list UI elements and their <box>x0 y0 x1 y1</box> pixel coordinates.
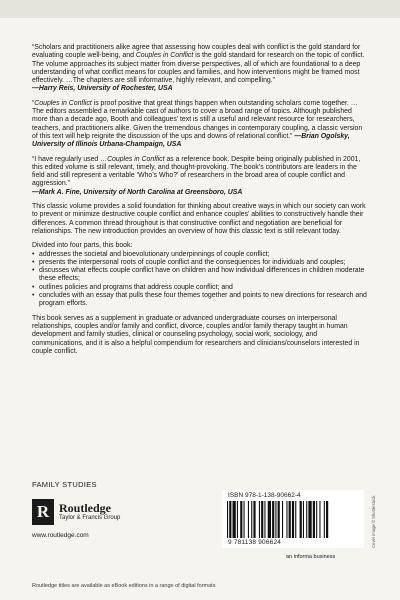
subject-category: FAMILY STUDIES <box>32 480 97 489</box>
parts-list <box>32 251 368 309</box>
cover-text <box>32 44 368 362</box>
review-quote-3: “I have regularly used …Couples in Conflict as a reference book. Despite being originally published in 2001, this edited volume is still relevant, timely, and thought-provoking. The book’s contributors are leaders in the field and still represent a veritable ‘Who’s Who?’ of researchers in the broad area of couple conflict and aggression.” —Mark A. Fine, University of North Carolina at Greensboro, USA <box>32 155 361 196</box>
informa-tagline: an informa business <box>286 554 336 560</box>
list-item: • concludes with an essay that pulls these four themes together and points to new directions for research and program efforts. <box>32 292 368 309</box>
description-paragraph: This classic volume provides a solid foundation for thinking about creative ways in which our society can work to prevent or minimize destructive couple conflict and enhance couples’ abilities to constructively handle their differences. A common thread throughout is that constructive conflict and negotiation are beneficial for relationships. The new introduction provides an overview of how this classic text is still relevant today. <box>32 203 366 235</box>
review-quote-2: “Couples in Conflict is proof positive that great things happen when outstanding scholars come together. … The editors assembled a remarkable cast of authors to cover a broad range of topics. Although published more than a decade ago, Booth and colleagues’ text is still a useful and relevant resource for researchers, teachers, and practitioners alike. Given the tremendous changes in contemporary coupling, a classic version of this text will help reignite the discussion of the ups and downs of relational conflict.” —Brian Ogolsky, University of Illinois Urbana-Champaign, USA <box>32 99 363 149</box>
audience-paragraph: This book serves as a supplement in graduate or advanced undergraduate courses on interpersonal relationships, couples and/or family and conflict, divorce, couples and/or family therapy taught in human development and family studies, clinical or counseling psychology, social work, sociology, and communications, and it is also a helpful compendium for researchers and clinicians/counselors interested in couple conflict. <box>32 314 360 355</box>
list-item: • outlines policies and programs that address couple conflict; and <box>32 284 368 292</box>
publisher-group: Taylor & Francis Group <box>59 515 121 521</box>
list-item: • addresses the societal and bioevolutionary underpinnings of couple conflict; <box>32 251 368 259</box>
isbn-barcode-box <box>222 490 364 548</box>
isbn-label: ISBN 978-1-138-90662-4 <box>228 492 301 499</box>
review-attribution-3: —Mark A. Fine, University of North Carolina at Greensboro, USA <box>32 188 243 196</box>
parts-intro: Divided into four parts, this book: <box>32 242 133 250</box>
review-attribution-1: —Harry Reis, University of Rochester, USA <box>32 85 173 93</box>
image-credit: Cover image © Shutterstock <box>371 495 376 548</box>
ebook-footer: Routledge titles are available as eBook editions in a range of digital formats <box>32 583 216 589</box>
list-item: • discusses what effects couple conflict have on children and how individual differences in children moderate these effects; <box>32 267 368 284</box>
barcode-icon <box>227 501 359 538</box>
publisher-website: www.routledge.com <box>32 532 89 539</box>
routledge-logo <box>32 499 172 527</box>
review-quote-1: “Scholars and practitioners alike agree that assessing how couples deal with conflict is the gold standard for evaluating couple well-being, and Couples in Conflict is the gold standard for research on the topic of conflict. The volume approaches its subject matter from diverse perspectives, all of which are foundational to a deep understanding of what conflict means for couples and families, and how interventions might be framed most effectively. …The chapters are still informative, highly relevant, and compelling.” —Harry Reis, University of Rochester, USA <box>32 44 365 93</box>
top-band <box>0 0 400 18</box>
list-item: • presents the interpersonal roots of couple conflict and the consequences for individuals and couples; <box>32 259 368 267</box>
routledge-mark-icon: R <box>32 499 54 525</box>
publisher-name: Routledge <box>59 501 111 515</box>
barcode-digits: 9 781138 906624 <box>228 539 282 546</box>
review-attribution-2: —Brian Ogolsky, University of Illinois Urbana-Champaign, USA <box>32 132 350 149</box>
